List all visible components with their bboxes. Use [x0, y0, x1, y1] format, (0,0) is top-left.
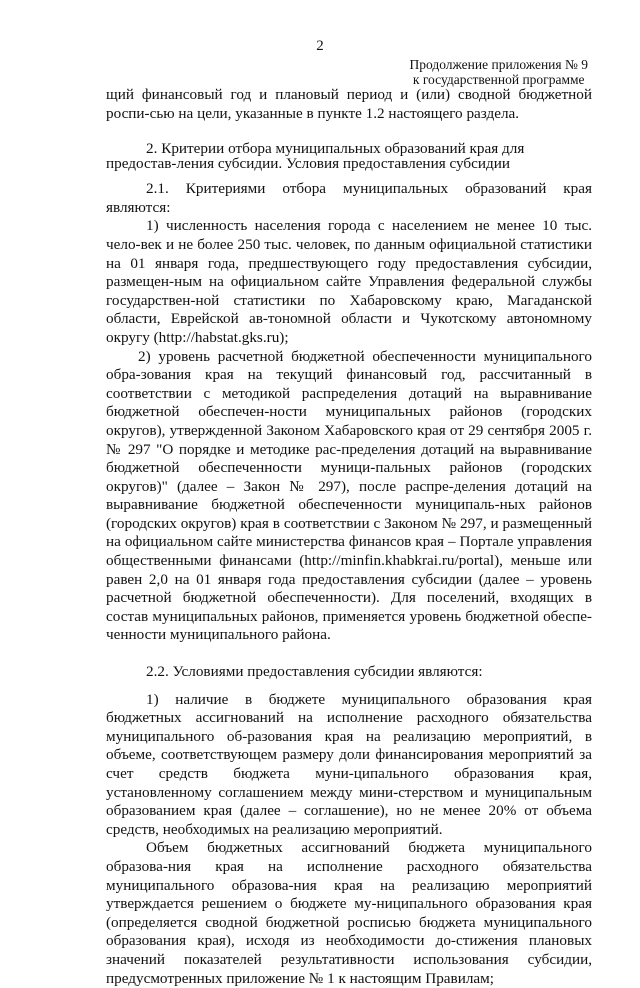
appendix-header-note [409, 57, 588, 87]
paragraph-continuation: щий финансовый год и плановый период и (или) сводной бюджетной роспи-сью на цели, указанные в пункте 1.2 настоящего раздела. [106, 86, 592, 122]
header-note-line-2: к государственной программе [412, 72, 585, 87]
section-2-heading: 2. Критерии отбора муниципальных образований края для предостав-ления субсидии. Условия предоставления субсидии [106, 140, 525, 173]
document-body [106, 86, 592, 988]
clause-2-2: 2.2. Условиями предоставления субсидии являются: [146, 663, 483, 681]
header-note-line-1: Продолжение приложения № 9 [409, 57, 588, 72]
clause-2-1-item-2: 2) уровень расчетной бюджетной обеспеченности муниципального обра-зования края на текущий финансовый год, рассчитанный в соответствии с методикой распределения дотаций на выравнивание бюджетной обеспечен-ности муниципальных районов (городских округов), утвержденной Законом Хабаровского края от 29 сентября 2005 г. № 297 "О порядке и методике рас-пределения дотаций на выравнивание бюджетной обеспеченности муници-пальных районов (городских округов)" (далее – Закон № 297), после распре-деления дотаций на выравнивание бюджетной обеспеченности муниципаль-ных районов (городских округов) края в соответствии с Законом № 297, и размещенный на официальном сайте министерства финансов края – Портале управления общественными финансами (http://minfin.khabkrai.ru/portal), меньше или равен 2,0 на 01 января года предоставления субсидии (далее – уровень расчетной бюджетной обеспеченности). Для поселений, входящих в состав муниципальных районов, применяется уровень бюджетной обеспе-ченности муниципального района. [106, 347, 592, 644]
clause-2-1-item-1: 1) численность населения города с населением не менее 10 тыс. чело-век и не более 250 тыс. человек, по данным официальной статистики на 01 января года, предшествующего году предоставления субсидии, размещен-ным на официальном сайте Управления федеральной службы государствен-ной статистики по Хабаровскому краю, Магаданской области, Еврейской ав-тономной области и Чукотскому автономному округу (http://habstat.gks.ru); [106, 217, 592, 346]
clause-2-2-item-1: 1) наличие в бюджете муниципального образования края бюджетных ассигнований на исполнение расходного обязательства муниципального об-разования края на реализацию мероприятий, в объеме, соответствующем размеру доли финансирования мероприятий за счет средств бюджета муни-ципального образования края, установленному соглашением между мини-стерством и муниципальным образованием края (далее – соглашение), но не менее 20% от объема средств, необходимых на реализацию мероприятий. [106, 690, 592, 838]
clause-2-1: 2.1. Критериями отбора муниципальных образований края являются: [106, 180, 592, 216]
clause-2-2-item-1-budget: Объем бюджетных ассигнований бюджета муниципального образова-ния края на исполнение расходного обязательства муниципального образова-ния края на реализацию мероприятий утверждается решением о бюджете му-ниципального образования края (определяется сводной бюджетной росписью бюджета муниципального образования края), исходя из необходимости до-стижения плановых значений показателей результативности использования субсидии, предусмотренных приложение № 1 к настоящим Правилам; [106, 839, 592, 987]
page-number: 2 [316, 38, 324, 54]
